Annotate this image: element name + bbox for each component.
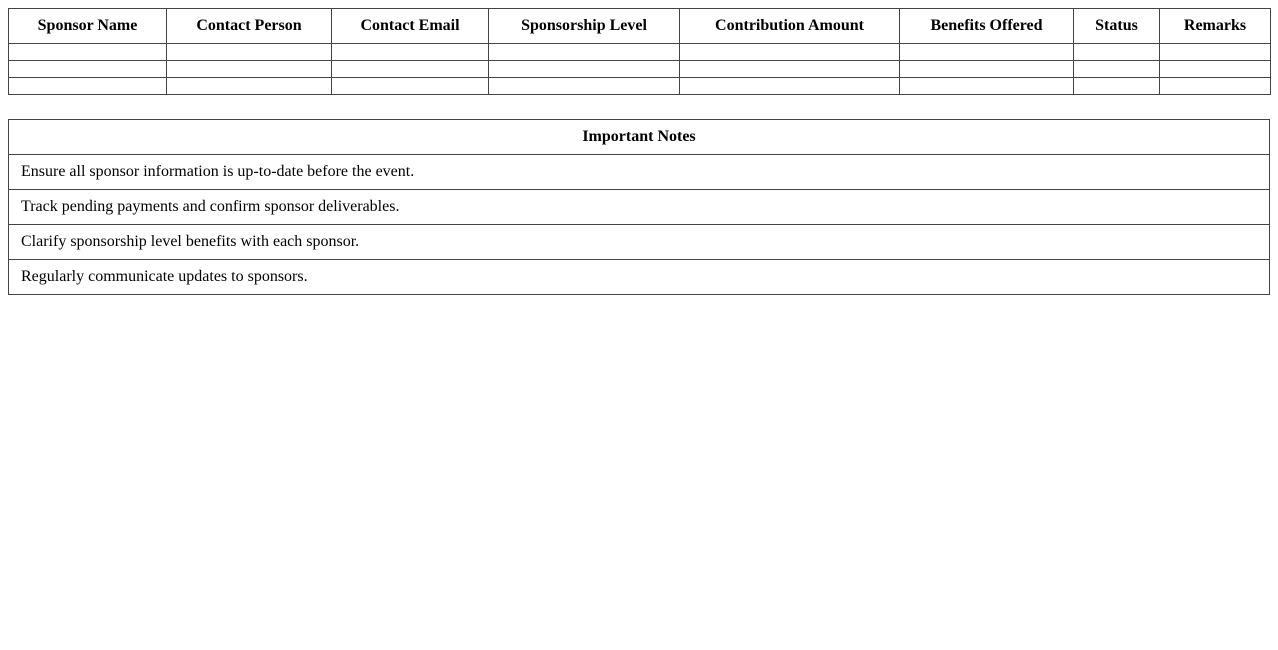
table-cell [900, 44, 1074, 61]
table-cell [1074, 44, 1160, 61]
column-header-contact-email: Contact Email [332, 9, 489, 44]
table-cell [332, 44, 489, 61]
table-cell [167, 44, 332, 61]
table-cell [9, 61, 167, 78]
note-item: Ensure all sponsor information is up-to-date before the event. [9, 155, 1270, 190]
table-row [9, 44, 1271, 61]
sponsor-table [8, 8, 1271, 95]
column-header-remarks: Remarks [1160, 9, 1271, 44]
table-cell [489, 61, 680, 78]
header-row [9, 9, 1271, 44]
column-header-status: Status [1074, 9, 1160, 44]
table-cell [680, 78, 900, 95]
table-cell [332, 61, 489, 78]
note-row [9, 190, 1270, 225]
table-cell [1074, 78, 1160, 95]
table-cell [167, 61, 332, 78]
table-cell [900, 61, 1074, 78]
table-cell [680, 61, 900, 78]
table-row [9, 78, 1271, 95]
column-header-sponsorship-level: Sponsorship Level [489, 9, 680, 44]
table-cell [167, 78, 332, 95]
table-cell [9, 44, 167, 61]
table-cell [332, 78, 489, 95]
table-cell [900, 78, 1074, 95]
table-cell [1074, 61, 1160, 78]
table-cell [9, 78, 167, 95]
important-notes-table [8, 119, 1270, 295]
column-header-sponsor-name: Sponsor Name [9, 9, 167, 44]
table-cell [1160, 78, 1271, 95]
table-cell [1160, 44, 1271, 61]
table-row [9, 61, 1271, 78]
note-item: Clarify sponsorship level benefits with each sponsor. [9, 225, 1270, 260]
table-cell [680, 44, 900, 61]
note-item: Regularly communicate updates to sponsors. [9, 260, 1270, 295]
table-cell [1160, 61, 1271, 78]
note-row [9, 225, 1270, 260]
column-header-benefits-offered: Benefits Offered [900, 9, 1074, 44]
column-header-contribution-amount: Contribution Amount [680, 9, 900, 44]
notes-header-row [9, 120, 1270, 155]
note-item: Track pending payments and confirm sponsor deliverables. [9, 190, 1270, 225]
table-cell [489, 78, 680, 95]
column-header-contact-person: Contact Person [167, 9, 332, 44]
note-row [9, 155, 1270, 190]
notes-title: Important Notes [9, 120, 1270, 155]
table-cell [489, 44, 680, 61]
note-row [9, 260, 1270, 295]
